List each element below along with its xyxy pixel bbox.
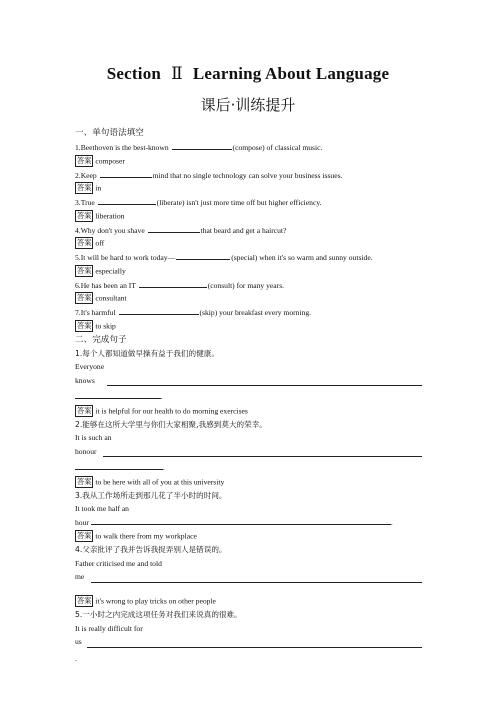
question-6 <box>75 278 422 292</box>
answer-rule <box>75 390 161 399</box>
sentence-3-line1: It took me half an <box>75 504 129 513</box>
sentence-4-line1: Father criticised me and told <box>75 558 162 568</box>
question-text: 5.It will be hard to work today— <box>75 253 176 262</box>
answer-badge: 答案 <box>77 183 92 193</box>
answer-text: liberation <box>95 210 125 220</box>
answer-blank <box>176 250 230 260</box>
answer-text: to walk there from my workplace <box>95 531 197 541</box>
answer-text: in <box>95 183 102 193</box>
question-text: 4.Why don't you shave <box>75 225 145 235</box>
answer-text: to skip <box>95 320 116 330</box>
answer-text: it is helpful for our health to do morning exercises <box>95 405 248 415</box>
answer-text: to be here with all of you at this university <box>95 476 225 486</box>
title-section-word: Section <box>106 64 162 83</box>
answer-blank <box>119 305 199 315</box>
question-5 <box>75 250 422 264</box>
answer-blank <box>100 168 152 178</box>
sentence-lead: us <box>75 637 82 646</box>
answer-6 <box>75 291 422 305</box>
question-4 <box>75 223 422 237</box>
answer-text: it's wrong to play tricks on other people <box>95 596 216 606</box>
answer-text: composer <box>95 155 125 165</box>
sentence-4-prompt: 4.父亲批评了我并告诉我捉弄别人是错误的。 <box>75 545 227 554</box>
answer-text: off <box>95 238 105 248</box>
page-subtitle: 课后·训练提升 <box>200 96 296 114</box>
question-text: 2.Keep <box>75 170 97 180</box>
question-text: mind that no single technology can solve your business issues. <box>152 170 343 180</box>
question-text: that beard and get a haircut? <box>200 225 287 235</box>
question-text: (skip) your breakfast every morning. <box>199 308 312 317</box>
answer-badge: 答案 <box>77 476 92 486</box>
sentence-2-prompt: 2.能够在这所大学里与你们大家相聚,我感到莫大的荣幸。 <box>75 419 267 429</box>
question-text: 6.He has been an IT <box>75 280 136 290</box>
answer-badge: 答案 <box>77 265 92 275</box>
question-text: 7.It's harmful <box>75 308 116 317</box>
sentence-lead: hour <box>75 517 89 527</box>
answer-badge: 答案 <box>77 405 92 415</box>
answer-rule <box>91 516 391 525</box>
answer-4 <box>75 236 422 250</box>
sentence-lead: me <box>75 572 85 581</box>
answer-badge: 答案 <box>77 320 92 330</box>
answer-rule <box>103 450 422 457</box>
sentence-1-answer <box>75 404 422 418</box>
answer-badge: 答案 <box>77 155 92 165</box>
title-rest: Learning About Language <box>192 64 390 83</box>
answer-badge: 答案 <box>77 238 92 248</box>
sentence-lead: honour <box>75 446 97 456</box>
title-numeral: Ⅱ <box>171 64 183 83</box>
answer-5 <box>75 264 422 278</box>
sentence-3-prompt: 3.我从工作场所走到那儿花了半小时的时间。 <box>75 490 227 500</box>
answer-blank <box>172 140 232 150</box>
sentence-1-prompt: 1.每个人都知道做早操有益于我们的健康。 <box>75 348 219 358</box>
question-text: (special) when it's so warm and sunny outside. <box>231 253 373 262</box>
question-7 <box>75 305 422 319</box>
question-2 <box>75 168 422 182</box>
sentence-5-end: . <box>75 653 77 663</box>
sentence-3-answer <box>75 529 422 543</box>
part2-heading: 二、完成句子 <box>75 334 127 345</box>
question-3 <box>75 195 422 209</box>
sentence-4-answer <box>75 594 422 608</box>
part1-heading: 一、单句语法填空 <box>75 128 144 138</box>
sentence-1-line1: Everyone <box>75 362 105 371</box>
answer-7 <box>75 319 422 333</box>
answer-badge: 答案 <box>77 293 92 303</box>
answer-1 <box>75 154 422 168</box>
question-1 <box>75 140 422 154</box>
sentence-5-line1: It is really difficult for <box>75 623 143 633</box>
answer-badge: 答案 <box>77 531 92 541</box>
sentence-2-end: . <box>75 461 422 475</box>
answer-badge: 答案 <box>77 596 92 606</box>
sentence-lead: knows <box>75 375 95 385</box>
question-text: 3.True <box>75 198 95 207</box>
answer-blank <box>139 278 207 288</box>
answer-blank <box>98 195 156 205</box>
answer-badge: 答案 <box>77 210 92 220</box>
answer-blank <box>148 223 200 233</box>
sentence-2-answer <box>75 475 422 489</box>
sentence-2-line1: It is such an <box>75 433 112 442</box>
answer-text: consultant <box>95 293 127 303</box>
answer-rule <box>87 641 422 648</box>
sentence-5-prompt: 5.一小时之内完成这项任务对我们来说真的很难。 <box>75 610 242 619</box>
answer-rule <box>91 576 422 583</box>
question-text: (consult) for many years. <box>207 280 285 290</box>
answer-2 <box>75 181 422 195</box>
page-title <box>0 64 496 84</box>
answer-3 <box>75 209 422 223</box>
question-text: (compose) of classical music. <box>232 143 323 152</box>
sentence-1-end: . <box>75 390 422 404</box>
answer-text: especially <box>95 265 126 275</box>
answer-rule <box>107 379 422 386</box>
answer-rule <box>75 461 163 470</box>
question-text: 1.Beethoven is the best-known <box>75 143 169 152</box>
question-text: (liberate) isn't just more time off but higher efficiency. <box>156 198 322 207</box>
sentence-3-line2: hour . <box>75 517 393 527</box>
exercise-content <box>75 126 422 665</box>
